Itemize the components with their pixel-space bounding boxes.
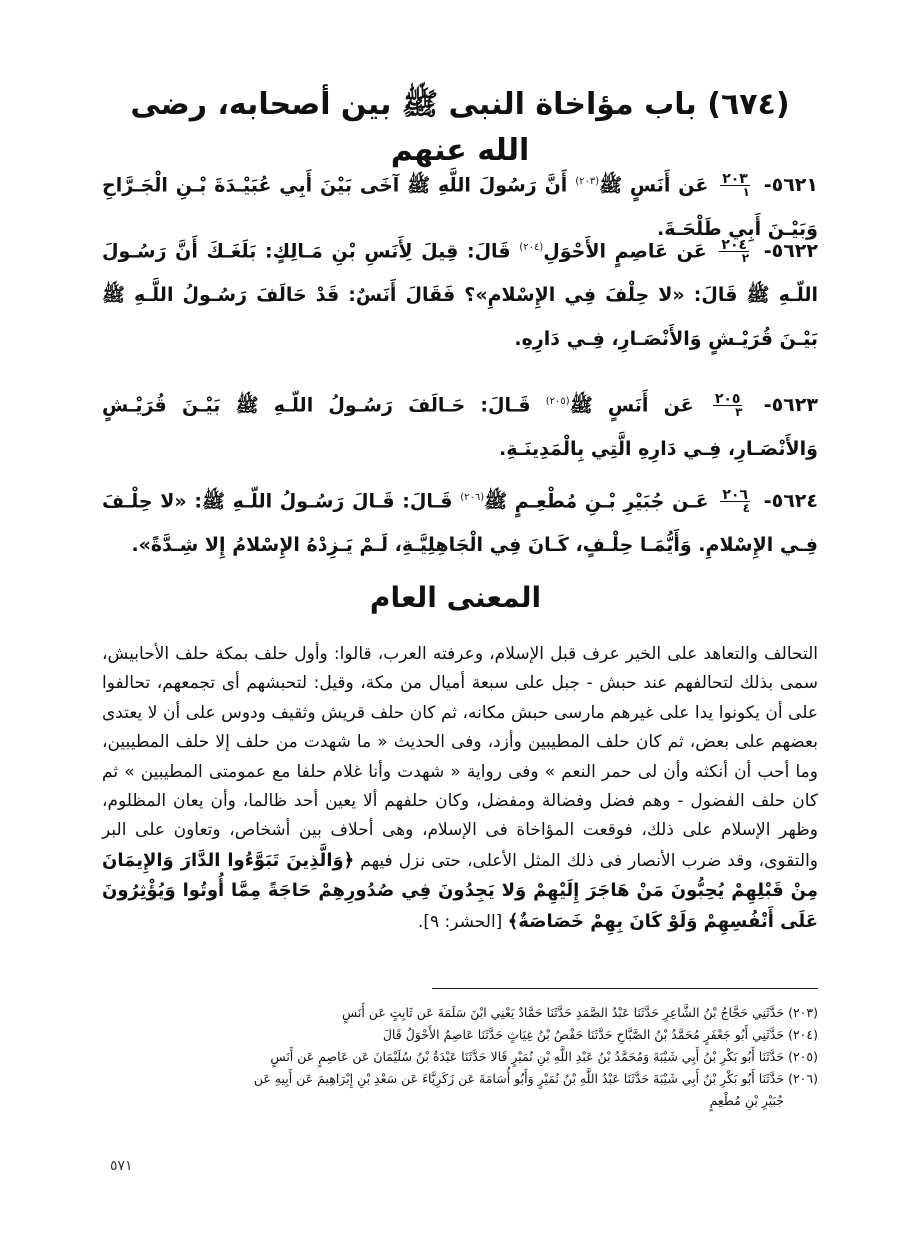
footnote-ref[interactable]: (٢٠٣) — [575, 176, 600, 187]
footnote-204 — [102, 1024, 818, 1046]
hadith-number: ٥٦٢٤- — [763, 490, 818, 513]
footnote-ref[interactable]: (٢٠٥) — [545, 396, 570, 407]
commentary-text: التحالف والتعاهد على الخير عرف قبل الإسلام، وعرفته العرب، قالوا: وأول حلف بمكة حلف الأحابيش، سمى بذلك لتحالفهم عند حبش - جبل على سبعة أميال من مكة، وقيل: لتحبشهم أى تجمعهم، تحالفوا على أن يكونوا يدا على غيرهم مارسى حبش مكانه، ثم كان حلف قريش وثقيف ودوس على أن لا يعتدى بعضهم على بعض، ثم كان حلف المطيبين وأزد، وفى الحديث « ما شهدت من حلف إلا حلف المطيبين، وما أحب أن أنكثه وأن لى حمر النعم » وفى رواية « شهدت وأنا غلام حلفا مع عمومتى المطيبين » ثم كان حلف الفضول - وهم فضل وفضالة ومفضل، وكان حلفهم ألا يعين أحد ظالما، وأن يعان المظلوم، وظهر الإسلام على ذلك، فوقعت المؤاخاة فى الإسلام، وهى أحلاف بين أشخاص، وتعاون على البر والتقوى، وقد ضرب الأنصار فى ذلك المثل الأعلى، حتى نزل فيهم — [102, 644, 819, 871]
footnote-206 — [102, 1068, 818, 1112]
hadith-text: قَـالَ: قَـالَ رَسُـولُ اللّـهِ ﷺ: «لا حِلْـفَ فِـي الإِسْلامِ. وَأَيُّمَـا حِلْـفٍ، كَـانَ فِي الْجَاهِلِيَّـةِ، لَـمْ يَـزِدْهُ الإِسْلامُ إِلا شِـدَّةً». — [102, 490, 818, 557]
hadith-narrator: عَـن جُبَيْرِ بْـنِ مُطْعِـمٍ ﷺ — [484, 490, 709, 513]
hadith-text: أَنَّ رَسُولَ اللَّهِ ﷺ آخَى بَيْنَ أَبِي عُبَيْـدَةَ بْـنِ الْجَـرَّاحِ وَبَيْـنَ أَبِي طَلْحَـةَ. — [102, 174, 818, 241]
footnote-205 — [102, 1046, 818, 1068]
footnote-number: (٢٠٣) — [788, 1005, 818, 1020]
hadith-text: قَـالَ: حَـالَفَ رَسُـولُ اللّـهِ ﷺ بَيْـنَ قُرَيْـشٍ وَالأَنْصَـارِ، فِـي دَارِهِ الَّتِي بِالْمَدِينَـةِ. — [102, 394, 818, 461]
chapter-title: (٦٧٤) باب مؤاخاة النبى ﷺ بين أصحابه، رضى الله عنهم — [130, 87, 790, 168]
section-title: المعنى العام — [369, 581, 542, 614]
hadith-text: قَالَ: قِيلَ لِأَنَسِ بْنِ مَـالِكٍ: بَلَغَـكَ أَنَّ رَسُـولَ اللّـهِ ﷺ قَالَ: «لا حِلْفَ فِي الإِسْلامِ»؟ فَقَالَ أَنَسٌ: قَدْ حَالَفَ رَسُـولُ اللَّـهِ ﷺ بَيْـنَ قُرَيْـشٍ وَالأَنْصَـارِ، فِـي دَارِهِ. — [102, 240, 818, 351]
footnote-text: حَدَّثَنَا أَبُو بَكْرِ بْنُ أَبِي شَيْبَةَ حَدَّثَنَا عَبْدُ اللَّهِ بْنُ نُمَيْرٍ وَأَبُو أُسَامَةَ عَن زَكَرِيَّاءَ عَن سَعْدِ بْنِ إِبْرَاهِيمَ عَن أَبِيهِ عَن — [253, 1071, 785, 1086]
quran-citation: [الحشر: ٩]. — [417, 911, 503, 932]
footnotes — [102, 1002, 818, 1112]
hadith-reference: $\frac{٢٠٤}{٢}$ — [721, 237, 750, 266]
footnote-text: حَدَّثَنِي أَبُو جَعْفَرٍ مُحَمَّدُ بْنُ الصَّبَّاحِ حَدَّثَنَا حَفْصُ بْنُ غِيَاثٍ حَدَّثَنَا عَاصِمٌ الأَحْوَلُ قَالَ — [382, 1027, 785, 1042]
footnote-ref[interactable]: (٢٠٦) — [460, 492, 485, 503]
quran-verse: ﴿وَالَّذِينَ تَبَوَّءُوا الدَّارَ وَالإِيمَانَ مِنْ قَبْلِهِمْ يُحِبُّونَ مَنْ هَاجَرَ إِلَيْهِمْ وَلا يَجِدُونَ فِي صُدُورِهِمْ حَاجَةً مِمَّا أُوتُوا وَيُؤْثِرُونَ عَلَى أَنْفُسِهِمْ وَلَوْ كَانَ بِهِمْ خَصَاصَةٌ﴾ — [102, 849, 818, 932]
footnote-number: (٢٠٤) — [788, 1027, 818, 1042]
footnote-number: (٢٠٥) — [788, 1049, 818, 1064]
hadith-5622 — [102, 226, 818, 361]
footnote-203 — [102, 1002, 818, 1024]
footnote-text: حَدَّثَنِي حَجَّاجُ بْنُ الشَّاعِرِ حَدَّثَنَا عَبْدُ الصَّمَدِ حَدَّثَنَا حَمَّادٌ يَعْنِي ابْنَ سَلَمَةَ عَن ثَابِتٍ عَن أَنَسٍ — [341, 1005, 785, 1020]
page-number: ٥٧١ — [110, 1158, 133, 1174]
footnote-number: (٢٠٦) — [788, 1071, 818, 1086]
hadith-reference: $\frac{٢٠٥}{٣}$ — [714, 391, 743, 420]
hadith-5624 — [102, 476, 818, 567]
hadith-number: ٥٦٢٢- — [763, 240, 818, 263]
hadith-number: ٥٦٢٣- — [763, 394, 818, 417]
footnote-text: حَدَّثَنَا أَبُو بَكْرِ بْنُ أَبِي شَيْبَةَ وَمُحَمَّدُ بْنُ عَبْدِ اللَّهِ بْنِ نُمَيْرٍ قَالا حَدَّثَنَا عَبْدَةُ بْنُ سُلَيْمَانَ عَن عَاصِمٍ عَن أَنَسٍ — [270, 1049, 785, 1064]
footnote-continuation: جُبَيْرِ بْنِ مُطْعِمٍ — [709, 1093, 784, 1108]
hadith-reference: $\frac{٢٠٣}{١}$ — [722, 171, 750, 200]
commentary-paragraph — [102, 640, 818, 937]
hadith-narrator: عَن أَنَسٍ ﷺ — [599, 174, 709, 197]
footnote-divider — [432, 988, 818, 989]
hadith-reference: $\frac{٢٠٦}{٤}$ — [722, 487, 750, 516]
hadith-number: ٥٦٢١- — [763, 174, 818, 197]
hadith-narrator: عَن عَاصِمٍ الأَحْوَلِ — [543, 240, 707, 263]
footnote-ref[interactable]: (٢٠٤) — [519, 242, 544, 253]
hadith-narrator: عَن أَنَسٍ ﷺ — [569, 394, 694, 417]
hadith-5623 — [102, 380, 818, 471]
